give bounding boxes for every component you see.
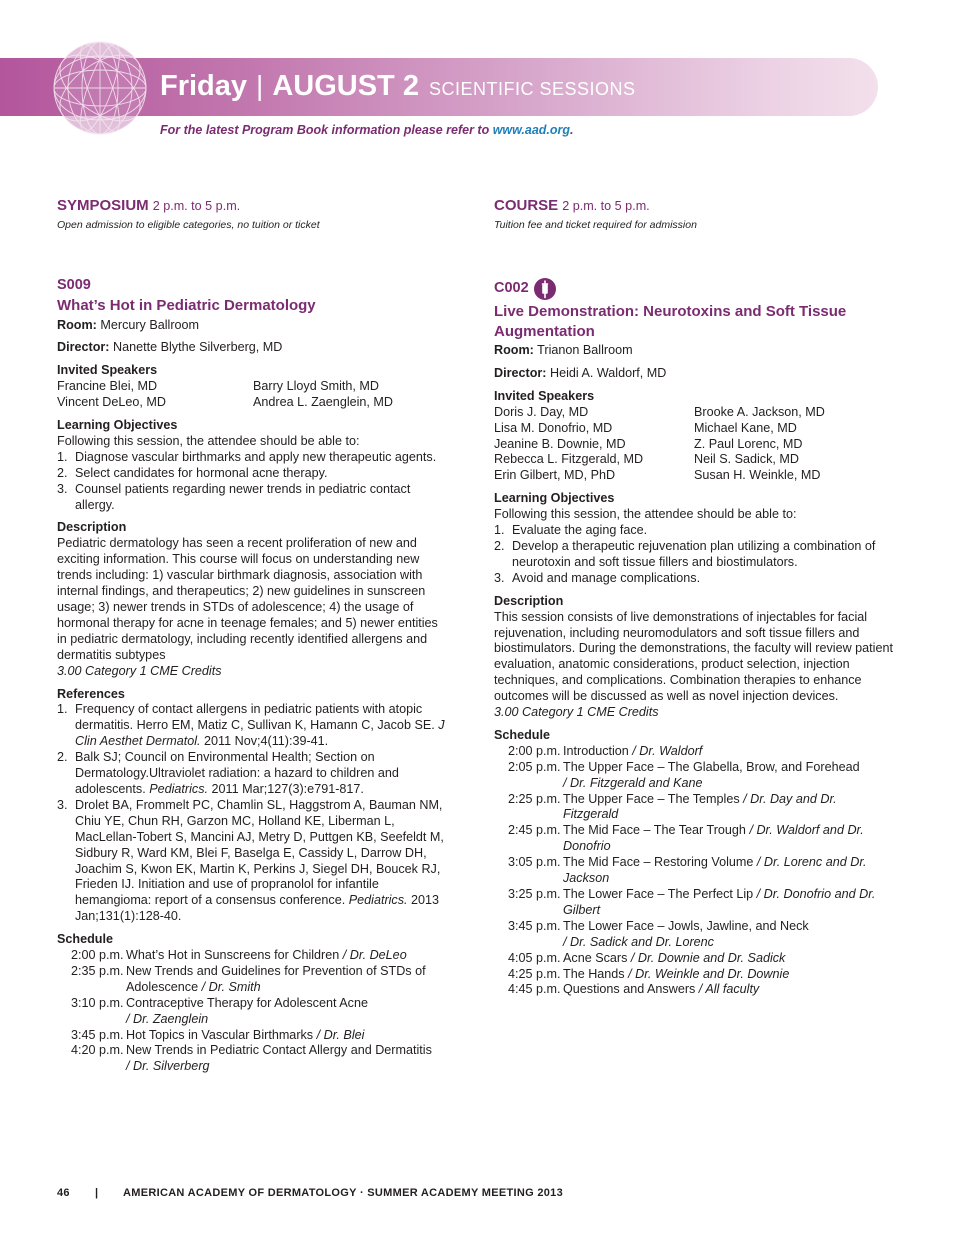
schedule-topic: The Mid Face – Restoring Volume xyxy=(563,855,754,870)
schedule-list xyxy=(57,948,449,1075)
session-note: Tuition fee and ticket required for admission xyxy=(494,219,697,231)
schedule-entry xyxy=(563,760,894,792)
aad-link[interactable]: www.aad.org xyxy=(492,123,571,137)
schedule-row xyxy=(494,982,894,998)
speaker: Erin Gilbert, MD, PhD xyxy=(494,468,616,483)
schedule-speaker: / Dr. Weinkle and Dr. Downie xyxy=(624,966,790,981)
notice-end: . xyxy=(570,123,574,137)
schedule-entry xyxy=(563,823,894,855)
schedule-row xyxy=(494,855,894,887)
globe-logo-icon xyxy=(52,40,148,136)
schedule-row xyxy=(494,792,894,824)
schedule-topic: What’s Hot in Sunscreens for Children xyxy=(126,948,340,963)
schedule-time xyxy=(494,760,563,792)
reference-text xyxy=(75,798,449,925)
schedule-speaker: / Dr. Downie and Dr. Sadick xyxy=(627,950,786,965)
director-value: Heidi A. Waldorf, MD xyxy=(549,365,667,380)
symposium-column xyxy=(57,198,449,1075)
item-text: Select candidates for hormonal acne therapy. xyxy=(75,465,328,480)
schedule-time xyxy=(494,823,563,855)
description-heading: Description xyxy=(494,593,564,608)
schedule-time xyxy=(494,951,563,967)
schedule-topic: The Lower Face – The Perfect Lip xyxy=(563,887,754,901)
list-item xyxy=(57,450,449,466)
course-column xyxy=(494,198,894,998)
director-line xyxy=(494,366,894,382)
program-notice xyxy=(160,123,574,137)
schedule-row xyxy=(494,967,894,983)
speaker: Francine Blei, MD xyxy=(57,379,158,394)
schedule-topic: The Lower Face – Jowls, Jawline, and Neck xyxy=(563,918,809,933)
list-item xyxy=(57,702,449,750)
schedule-entry xyxy=(563,855,894,887)
speaker-row xyxy=(57,395,449,411)
schedule-row xyxy=(57,996,449,1028)
schedule-time-text: 2:05 p.m. xyxy=(508,759,561,774)
footer-separator: | xyxy=(95,1187,99,1199)
speaker-row xyxy=(494,452,894,468)
item-number: 3. xyxy=(494,570,505,585)
schedule-topic: New Trends in Pediatric Contact Allergy and Dermatitis xyxy=(126,1043,432,1058)
session-title: What’s Hot in Pediatric Dermatology xyxy=(57,297,316,314)
room-label: Room: xyxy=(494,343,534,357)
reference-body: Frequency of contact allergens in pediatric patients with atopic dermatitis. Herro EM, Matiz C, Sullivan K, Hamann C, Jacob SE. xyxy=(75,702,439,733)
schedule-entry xyxy=(126,964,449,996)
speaker: Vincent DeLeo, MD xyxy=(57,395,166,410)
session-time: 2 p.m. to 5 p.m. xyxy=(152,199,241,213)
item-number: 3. xyxy=(57,481,68,496)
schedule-speaker: / Dr. Fitzgerald and Kane xyxy=(563,775,703,790)
item-text: Avoid and manage complications. xyxy=(512,570,701,585)
description-text: This session consists of live demonstrations of injectables for facial rejuvenation, including neuromodulators and soft tissue fillers and biostimulators. During the demonstrations, the faculty will review patient evaluation, anatomic considerations, product selection, injection techniques, and complications. Combination therapies to enhance outcomes will be discussed as well as novel injection devices. xyxy=(494,609,893,704)
schedule-time xyxy=(57,1028,126,1044)
schedule-time-text: 4:25 p.m. xyxy=(508,966,561,981)
item-text: Develop a therapeutic rejuvenation plan utilizing a combination of neurotoxin and soft tissue fillers and biostimulators. xyxy=(512,538,876,569)
speaker: Neil S. Sadick, MD xyxy=(694,452,799,467)
schedule-list xyxy=(494,744,894,999)
item-number: 1. xyxy=(494,523,505,538)
reference-journal: J Clin Aesthet Dermatol. xyxy=(75,718,445,749)
list-item xyxy=(57,798,449,925)
schedule-topic: Acne Scars xyxy=(563,950,628,965)
schedule-entry xyxy=(126,996,449,1028)
reference-citation: 2011 Mar;127(3):e791-817. xyxy=(208,781,364,796)
speaker: Michael Kane, MD xyxy=(694,420,797,435)
schedule-time-text: 3:05 p.m. xyxy=(508,855,561,870)
list-item xyxy=(494,523,894,539)
schedule-entry xyxy=(563,982,894,998)
list-item xyxy=(57,466,449,482)
schedule-time-text: 2:45 p.m. xyxy=(508,823,561,838)
schedule-time-text: 3:45 p.m. xyxy=(508,918,561,933)
objectives-heading: Learning Objectives xyxy=(57,418,178,433)
schedule-row xyxy=(57,1043,449,1075)
page-footer xyxy=(57,1187,563,1199)
speaker: Jeanine B. Downie, MD xyxy=(494,436,626,451)
schedule-speaker: / Dr. Zaenglein xyxy=(126,1011,209,1026)
speaker-row xyxy=(57,379,449,395)
item-number: 1. xyxy=(57,702,68,717)
room-line xyxy=(57,318,449,334)
item-number: 2. xyxy=(494,538,505,553)
schedule-time xyxy=(494,855,563,887)
speaker: Z. Paul Lorenc, MD xyxy=(694,436,803,451)
item-text: Evaluate the aging face. xyxy=(512,523,648,538)
syringe-icon xyxy=(534,278,556,300)
schedule-time xyxy=(57,948,126,964)
schedule-row xyxy=(494,760,894,792)
schedule-speaker: / Dr. Silverberg xyxy=(126,1059,210,1074)
schedule-topic: The Upper Face – The Glabella, Brow, and Forehead xyxy=(563,759,860,774)
schedule-topic: Questions and Answers xyxy=(563,982,696,997)
schedule-speaker: / Dr. DeLeo xyxy=(339,948,407,963)
schedule-topic: New Trends and Guidelines for Prevention of STDs of Adolescence xyxy=(126,963,426,994)
schedule-time-text: 2:00 p.m. xyxy=(508,743,561,758)
schedule-heading: Schedule xyxy=(494,727,550,742)
session-code: C002 xyxy=(494,280,529,297)
speaker: Susan H. Weinkle, MD xyxy=(694,468,821,483)
objectives-intro: Following this session, the attendee should be able to: xyxy=(57,433,360,448)
reference-text xyxy=(75,750,449,798)
objectives-heading: Learning Objectives xyxy=(494,491,615,506)
session-type-heading xyxy=(494,198,894,218)
schedule-row xyxy=(57,964,449,996)
session-title: Live Demonstration: Neurotoxins and Soft Tissue Augmentation xyxy=(494,303,847,340)
schedule-topic: Hot Topics in Vascular Birthmarks xyxy=(126,1027,314,1042)
schedule-entry xyxy=(563,792,894,824)
session-type-heading xyxy=(57,198,449,218)
schedule-time-text: 4:20 p.m. xyxy=(71,1043,124,1058)
speaker: Andrea L. Zaenglein, MD xyxy=(253,395,394,410)
reference-journal: Pediatrics. xyxy=(348,893,408,908)
schedule-speaker: / Dr. Donofrio and Dr. Gilbert xyxy=(563,887,876,917)
reference-journal: Pediatrics. xyxy=(149,781,209,796)
list-item xyxy=(57,482,449,514)
page-number: 46 xyxy=(57,1187,70,1199)
schedule-speaker: / Dr. Lorenc and Dr. Jackson xyxy=(563,855,867,886)
speakers-heading: Invited Speakers xyxy=(494,388,595,403)
speaker-row xyxy=(494,437,894,453)
notice-text: For the latest Program Book information please refer to xyxy=(160,123,493,137)
schedule-time xyxy=(57,996,126,1028)
director-label: Director: xyxy=(494,365,547,380)
speaker: Lisa M. Donofrio, MD xyxy=(494,420,613,435)
room-value: Mercury Ballroom xyxy=(100,317,200,332)
schedule-speaker: / Dr. Waldorf xyxy=(628,743,703,758)
speaker: Brooke A. Jackson, MD xyxy=(694,404,825,419)
speaker-row xyxy=(494,468,894,484)
director-label: Director: xyxy=(57,340,110,355)
references-heading: References xyxy=(57,686,125,701)
speaker: Doris J. Day, MD xyxy=(494,404,589,419)
schedule-topic: Contraceptive Therapy for Adolescent Acne xyxy=(126,995,368,1010)
room-label: Room: xyxy=(57,317,97,332)
schedule-speaker: / Dr. Day and Dr. Fitzgerald xyxy=(563,791,837,822)
speaker-row xyxy=(494,421,894,437)
schedule-time-text: 3:25 p.m. xyxy=(508,887,561,901)
schedule-topic: The Hands xyxy=(563,966,625,981)
schedule-time xyxy=(494,792,563,824)
schedule-row xyxy=(494,919,894,951)
schedule-time xyxy=(57,964,126,996)
director-line xyxy=(57,340,449,356)
cme-credits: 3.00 Category 1 CME Credits xyxy=(57,663,222,678)
schedule-entry xyxy=(126,1043,449,1075)
schedule-row xyxy=(57,1028,449,1044)
schedule-time xyxy=(494,967,563,983)
schedule-topic: The Upper Face – The Temples xyxy=(563,791,740,806)
speaker-row xyxy=(494,405,894,421)
reference-text xyxy=(75,702,449,750)
schedule-heading: Schedule xyxy=(57,932,113,947)
title-day: Friday xyxy=(160,70,248,102)
item-number: 3. xyxy=(57,797,68,812)
session-type: COURSE xyxy=(494,197,559,214)
item-number: 2. xyxy=(57,750,68,765)
schedule-speaker: / Dr. Smith xyxy=(198,979,261,994)
schedule-row xyxy=(494,887,894,919)
list-item xyxy=(494,539,894,571)
schedule-time-text: 4:45 p.m. xyxy=(508,982,561,997)
objectives-list xyxy=(494,523,894,587)
footer-text: AMERICAN ACADEMY OF DERMATOLOGY · SUMMER ACADEMY MEETING 2013 xyxy=(123,1187,564,1199)
schedule-time-text: 2:00 p.m. xyxy=(71,948,124,963)
reference-citation: 2011 Nov;4(11):39-41. xyxy=(200,734,329,749)
schedule-speaker: / All faculty xyxy=(695,982,760,997)
objectives-intro: Following this session, the attendee should be able to: xyxy=(494,507,797,522)
item-number: 1. xyxy=(57,449,68,464)
references-list xyxy=(57,702,449,925)
session-note: Open admission to eligible categories, no tuition or ticket xyxy=(57,219,320,231)
director-value: Nanette Blythe Silverberg, MD xyxy=(112,340,283,355)
room-line xyxy=(494,343,894,359)
speaker: Barry Lloyd Smith, MD xyxy=(253,379,379,394)
item-text: Counsel patients regarding newer trends in pediatric contact allergy. xyxy=(75,481,411,512)
schedule-time-text: 2:25 p.m. xyxy=(508,791,561,806)
room-value: Trianon Ballroom xyxy=(537,343,633,357)
speaker: Rebecca L. Fitzgerald, MD xyxy=(494,452,644,467)
schedule-entry xyxy=(563,967,894,983)
page-title xyxy=(160,70,636,106)
description-heading: Description xyxy=(57,520,127,535)
title-date: AUGUST 2 xyxy=(272,70,419,102)
list-item xyxy=(494,571,894,587)
schedule-time xyxy=(494,982,563,998)
schedule-time-text: 2:35 p.m. xyxy=(71,963,124,978)
schedule-time xyxy=(494,744,563,760)
schedule-speaker: / Dr. Waldorf and Dr. Donofrio xyxy=(563,823,864,854)
schedule-time-text: 3:10 p.m. xyxy=(71,995,124,1010)
schedule-row xyxy=(494,951,894,967)
cme-credits: 3.00 Category 1 CME Credits xyxy=(494,705,659,720)
schedule-row xyxy=(57,948,449,964)
schedule-row xyxy=(494,744,894,760)
session-type: SYMPOSIUM xyxy=(57,197,149,214)
schedule-topic: Introduction xyxy=(563,743,629,758)
schedule-speaker: / Dr. Blei xyxy=(313,1027,365,1042)
schedule-time xyxy=(57,1043,126,1075)
schedule-entry xyxy=(563,744,894,760)
session-time: 2 p.m. to 5 p.m. xyxy=(562,199,650,213)
schedule-entry xyxy=(126,1028,449,1044)
session-code-line xyxy=(494,276,894,302)
schedule-entry xyxy=(563,951,894,967)
reference-body: Balk SJ; Council on Environmental Health; Section on Dermatology.Ultraviolet radiation: a hazard to children and adolescents. xyxy=(75,750,399,796)
reference-body: Drolet BA, Frommelt PC, Chamlin SL, Haggstrom A, Bauman NM, Chiu YE, Chun RH, Garzon MC, Holland KE, Liberman L, MacLellan-Tobert S, Mancini AJ, Metry D, Puttgen KB, Seefeldt M, Sidbury R, Ward KM, Blei F, Baselga E, Cassidy L, Darrow DH, Joachim S, Kwon EK, Martin K, Perkins J, Siegel DH, Boucek RJ, Frieden IJ. Initiation and use of propranolol for infantile hemangioma: report of a consensus conference. xyxy=(75,797,444,908)
reference-citation: 2013 Jan;131(1):128-40. xyxy=(75,893,440,924)
item-number: 2. xyxy=(57,465,68,480)
schedule-time-text: 3:45 p.m. xyxy=(71,1027,124,1042)
item-text: Diagnose vascular birthmarks and apply new therapeutic agents. xyxy=(75,449,437,464)
schedule-time-text: 4:05 p.m. xyxy=(508,950,561,965)
speakers-heading: Invited Speakers xyxy=(57,363,158,378)
schedule-entry xyxy=(563,919,894,951)
schedule-row xyxy=(494,823,894,855)
schedule-entry xyxy=(563,887,894,919)
schedule-speaker: / Dr. Sadick and Dr. Lorenc xyxy=(563,934,714,949)
schedule-topic: The Mid Face – The Tear Trough xyxy=(563,823,746,838)
title-separator: | xyxy=(256,70,264,101)
title-subtitle: SCIENTIFIC SESSIONS xyxy=(428,79,636,99)
session-code: S009 xyxy=(57,277,91,294)
schedule-entry xyxy=(126,948,449,964)
description-text: Pediatric dermatology has seen a recent proliferation of new and exciting information. This course will focus on understanding new trends including: 1) vascular birthmark diagnosis, association with internal findings, and therapeutics; 2) new guidelines in sunscreen usage; 3) newer trends in STDs of adolescence; 4) the usage of hormonal therapy for acne in teenage females; and 5) newer entities in pediatric dermatology, including recently identified allergens and dermatitis subtypes xyxy=(57,536,438,662)
objectives-list xyxy=(57,450,449,514)
schedule-time xyxy=(494,887,563,919)
schedule-time xyxy=(494,919,563,951)
list-item xyxy=(57,750,449,798)
